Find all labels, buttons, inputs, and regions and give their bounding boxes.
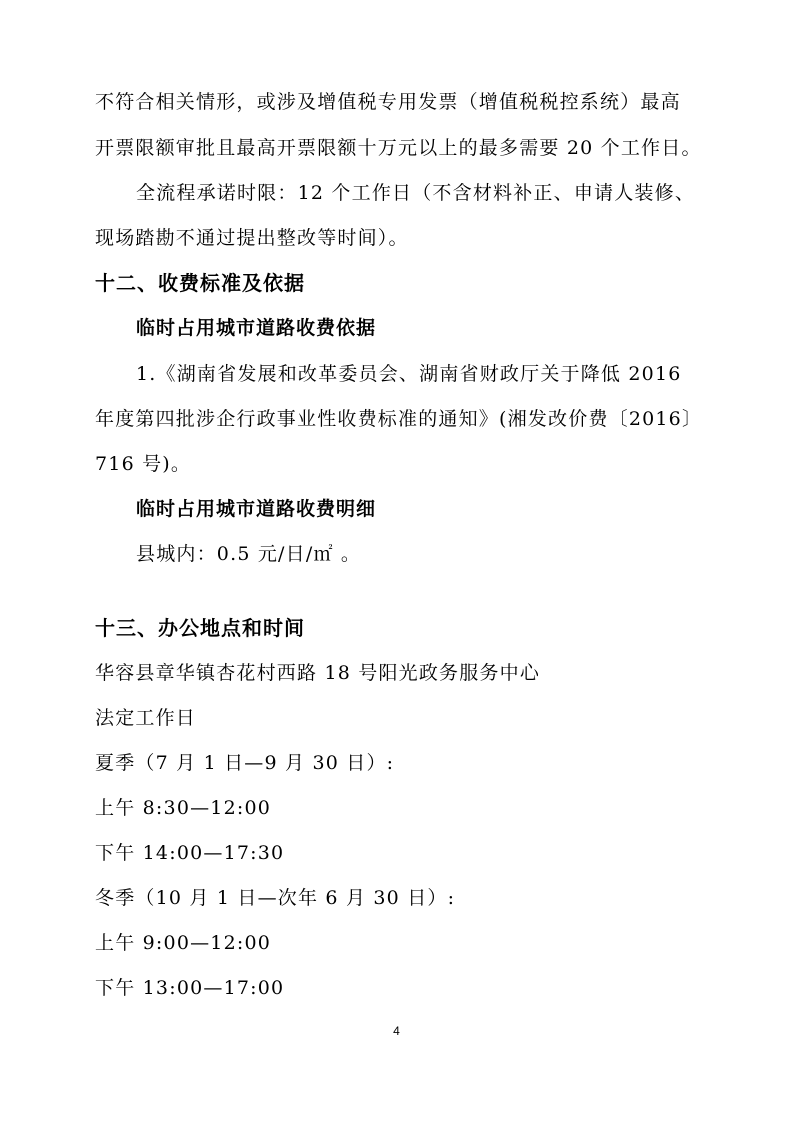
basis-line2: 年度第四批涉企行政事业性收费标准的通知》(湘发改价费〔2016〕	[95, 408, 703, 430]
summer-label: 夏季（7 月 1 日—9 月 30 日）:	[95, 752, 395, 774]
basis-line3: 716 号)。	[95, 453, 192, 475]
summer-afternoon: 下午 14:00—17:30	[95, 842, 285, 864]
section13-title: 十三、办公地点和时间	[95, 616, 305, 640]
workdays-label: 法定工作日	[95, 707, 197, 729]
summer-morning: 上午 8:30—12:00	[95, 797, 272, 819]
office-address: 华容县章华镇杏花村西路 18 号阳光政务服务中心	[95, 662, 541, 684]
winter-label: 冬季（10 月 1 日—次年 6 月 30 日）:	[95, 887, 456, 909]
para2-line1: 全流程承诺时限：12 个工作日（不含材料补正、申请人装修、	[136, 182, 696, 204]
basis-heading: 临时占用城市道路收费依据	[136, 317, 377, 339]
detail-heading: 临时占用城市道路收费明细	[136, 498, 377, 520]
winter-afternoon: 下午 13:00—17:00	[95, 977, 285, 999]
section12-title: 十二、收费标准及依据	[95, 271, 305, 295]
winter-morning: 上午 9:00—12:00	[95, 932, 272, 954]
page-number: 4	[393, 1024, 400, 1038]
basis-line1: 1.《湖南省发展和改革委员会、湖南省财政厅关于降低 2016	[136, 363, 682, 385]
para2-line2: 现场踏勘不通过提出整改等时间）。	[95, 227, 409, 249]
detail-line: 县城内：0.5 元/日/㎡ 。	[136, 543, 362, 565]
para1-line1: 不符合相关情形，或涉及增值税专用发票（增值税税控系统）最高	[95, 91, 681, 113]
para1-line2: 开票限额审批且最高开票限额十万元以上的最多需要 20 个工作日。	[95, 137, 702, 159]
